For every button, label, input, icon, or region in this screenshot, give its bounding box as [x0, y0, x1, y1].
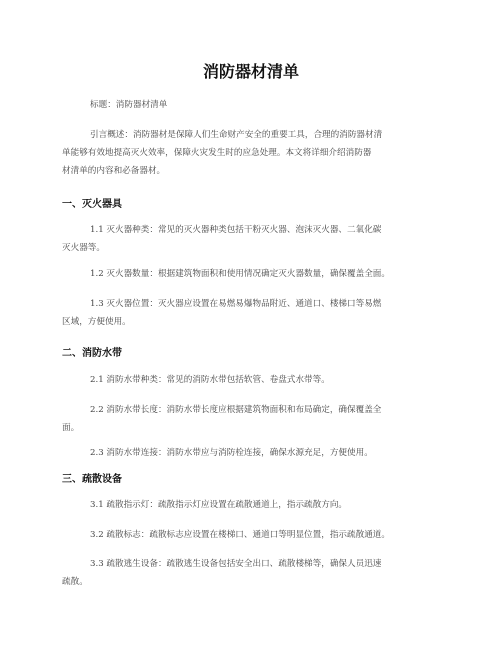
section-item — [62, 295, 442, 331]
item-line: 2.2 消防水带长度：消防水带长度应根据建筑物面积和布局确定，确保覆盖全 — [90, 405, 382, 415]
item-line: 面。 — [62, 423, 80, 433]
section-heading-evacuation: 三、疏散设备 — [62, 474, 122, 485]
item-line: 疏散。 — [62, 577, 88, 587]
section-item — [62, 526, 442, 544]
item-line: 区域，方便使用。 — [62, 317, 131, 327]
intro-line: 材清单的内容和必备器材。 — [62, 166, 166, 176]
section-item — [62, 496, 442, 514]
item-line: 1.1 灭火器种类：常见的灭火器种类包括干粉灭火器、泡沫灭火器、二氧化碳 — [90, 225, 382, 235]
item-line: 2.3 消防水带连接：消防水带应与消防栓连接，确保水源充足，方便使用。 — [90, 448, 373, 458]
section-item — [62, 444, 442, 462]
section-item — [62, 221, 442, 257]
item-line: 3.2 疏散标志：疏散标志应设置在楼梯口、通道口等明显位置，指示疏散通道。 — [90, 530, 390, 540]
intro-line: 引言概述：消防器材是保障人们生命财产安全的重要工具，合理的消防器材清 — [90, 130, 383, 140]
item-line: 灭火器等。 — [62, 243, 105, 253]
document-title: 消防器材清单 — [202, 62, 299, 81]
section-heading-hoses: 二、消防水带 — [62, 348, 122, 359]
intro-paragraph — [62, 126, 442, 180]
subtitle-paragraph — [62, 96, 442, 114]
section-item — [62, 371, 442, 389]
item-line: 3.1 疏散指示灯：疏散指示灯应设置在疏散通道上，指示疏散方向。 — [90, 500, 348, 510]
section-item — [62, 401, 442, 437]
item-line: 3.3 疏散逃生设备：疏散逃生设备包括安全出口、疏散楼梯等，确保人员迅速 — [90, 559, 382, 569]
item-line: 2.1 消防水带种类：常见的消防水带包括软管、卷盘式水带等。 — [90, 375, 330, 385]
item-line: 1.2 灭火器数量：根据建筑物面积和使用情况确定灭火器数量，确保覆盖全面。 — [90, 269, 390, 279]
intro-line: 单能够有效地提高灭火效率，保障火灾发生时的应急处理。本文将详细介绍消防器 — [62, 148, 372, 158]
section-item — [62, 265, 442, 283]
subtitle-text: 标题：消防器材清单 — [90, 100, 168, 110]
item-line: 1.3 灭火器位置：灭火器应设置在易燃易爆物品附近、通道口、楼梯口等易燃 — [90, 299, 382, 309]
section-heading-extinguishers: 一、灭火器具 — [62, 199, 122, 210]
section-item — [62, 555, 442, 591]
